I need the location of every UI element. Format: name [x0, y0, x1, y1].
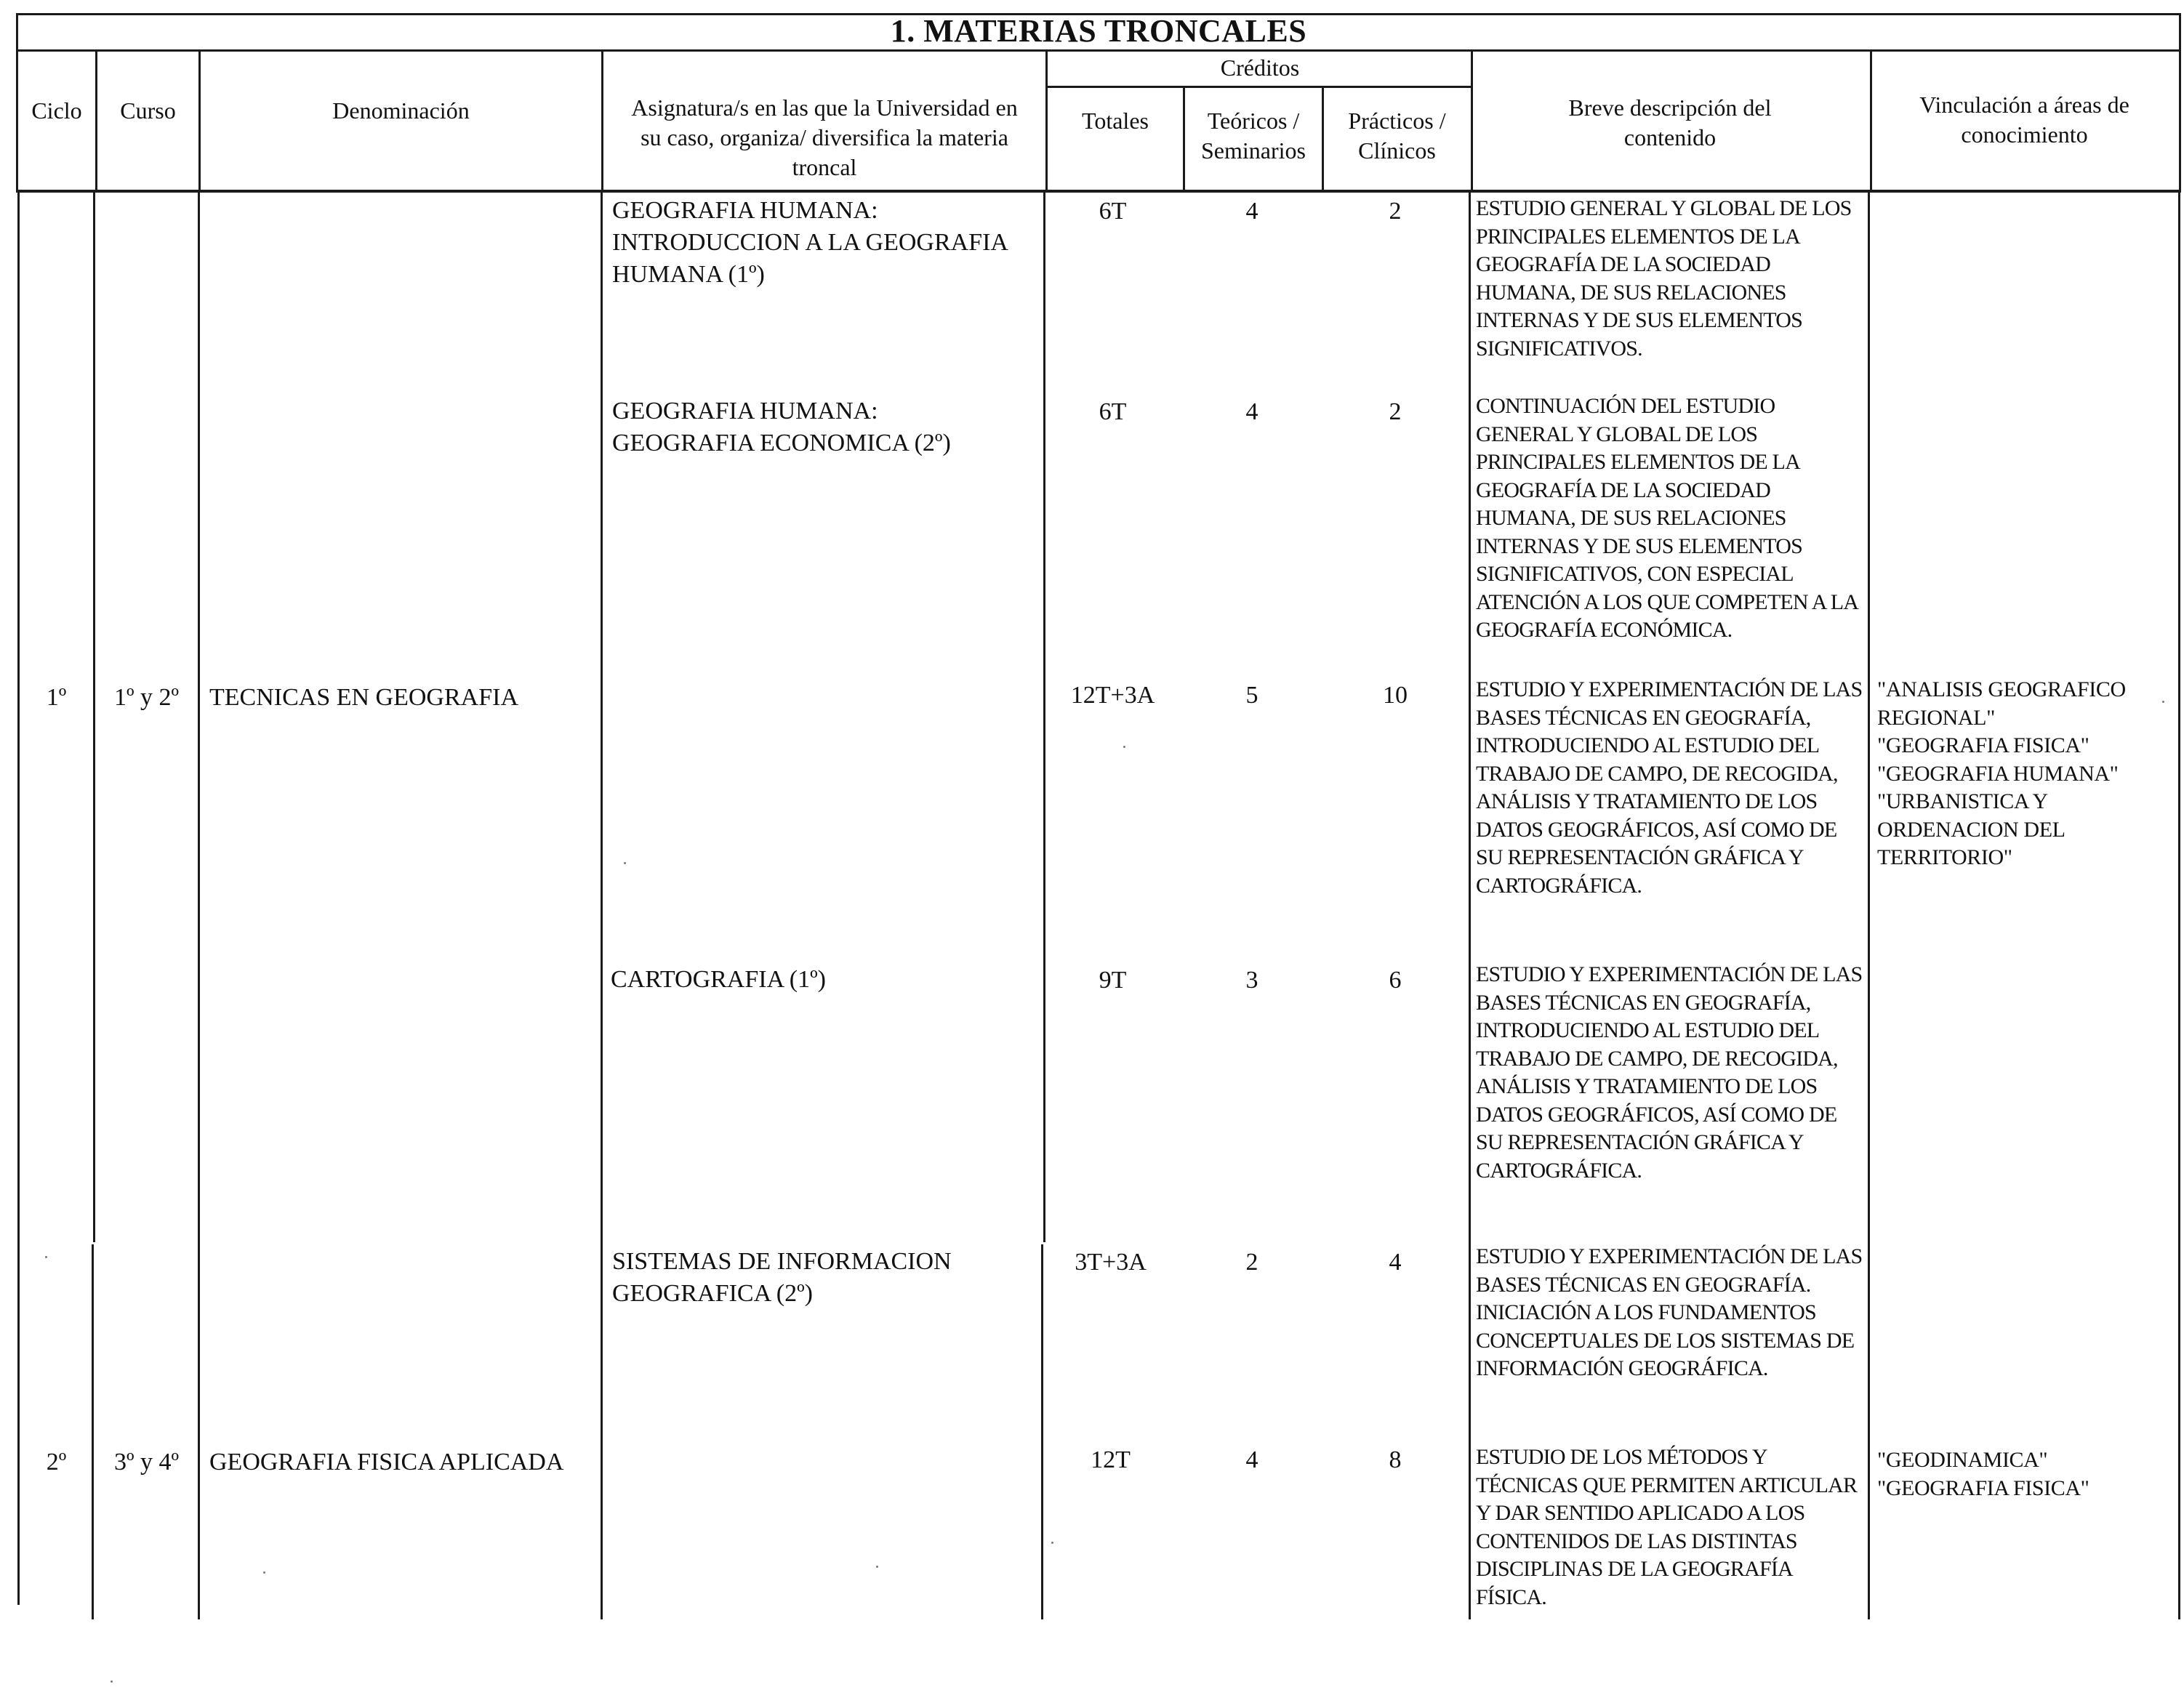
rule	[1322, 86, 1324, 192]
descripcion-cell: ESTUDIO GENERAL Y GLOBAL DE LOS PRINCIPALES ELEMENTOS DE LA GEOGRAFÍA DE LA SOCIEDAD HUMANA, DE SUS RELACIONES INTERNAS Y DE SUS ELEMENTOS SIGNIFICATIVOS.	[1476, 196, 1852, 361]
ciclo-cell: 1º	[46, 684, 67, 711]
scan-speck	[45, 1256, 47, 1258]
asignatura-cell: CARTOGRAFIA (1º)	[611, 966, 826, 993]
asignatura-cell: GEOGRAFIA HUMANA: GEOGRAFIA ECONOMICA (2º)	[612, 398, 951, 456]
teoricos-cell: 4	[1245, 1446, 1258, 1473]
practicos-cell: 10	[1383, 682, 1408, 709]
curso-cell: 3º y 4º	[113, 1449, 180, 1475]
rule	[601, 192, 603, 1619]
rule	[1183, 86, 1185, 192]
rule	[1043, 192, 1045, 1242]
rule	[601, 49, 603, 192]
totales-cell: 9T	[1099, 967, 1127, 994]
rule	[2179, 49, 2181, 192]
totales-cell: 3T+3A	[1075, 1249, 1147, 1276]
descripcion-cell: ESTUDIO Y EXPERIMENTACIÓN DE LAS BASES TÉCNICAS EN GEOGRAFÍA, INTRODUCIENDO AL ESTUDIO DEL TRABAJO DE CAMPO, DE RECOGIDA, ANÁLISIS Y TRATAMIENTO DE LOS DATOS GEOGRÁFICOS, ASÍ COMO DE SU REPRESENTACIÓN GRÁFICA Y CARTOGRÁFICA.	[1476, 677, 1863, 898]
teoricos-cell: 5	[1245, 682, 1258, 709]
rule	[92, 1244, 94, 1619]
scan-speck	[111, 1680, 113, 1683]
ciclo-cell: 2º	[46, 1449, 67, 1475]
rule	[93, 192, 95, 1242]
table-title: 1. MATERIAS TRONCALES	[890, 13, 1307, 49]
header-practicos: Prácticos / Clínicos	[1348, 108, 1446, 164]
rule	[198, 192, 200, 1619]
header-curso: Curso	[120, 97, 176, 124]
practicos-cell: 8	[1389, 1446, 1402, 1473]
practicos-cell: 2	[1389, 198, 1402, 225]
scan-speck	[263, 1571, 265, 1574]
totales-cell: 6T	[1099, 198, 1127, 225]
scan-speck	[1051, 1542, 1053, 1544]
totales-cell: 12T	[1091, 1446, 1131, 1473]
asignatura-cell: GEOGRAFIA HUMANA: INTRODUCCION A LA GEOGRAFIA HUMANA (1º)	[612, 197, 1008, 288]
materias-troncales-table	[16, 13, 2181, 1619]
asignatura-cell: SISTEMAS DE INFORMACION GEOGRAFICA (2º)	[612, 1248, 952, 1307]
scan-speck	[624, 862, 626, 864]
denominacion-cell: GEOGRAFIA FISICA APLICADA	[209, 1449, 564, 1475]
totales-cell: 12T+3A	[1070, 682, 1155, 709]
header-descripcion: Breve descripción del contenido	[1568, 94, 1772, 150]
teoricos-cell: 4	[1245, 198, 1258, 225]
header-teoricos: Teóricos / Seminarios	[1201, 108, 1306, 164]
teoricos-cell: 2	[1245, 1249, 1258, 1276]
rule	[1469, 192, 1471, 1619]
header-denominacion: Denominación	[332, 97, 470, 124]
scan-speck	[1123, 746, 1125, 748]
descripcion-cell: ESTUDIO Y EXPERIMENTACIÓN DE LAS BASES TÉCNICAS EN GEOGRAFÍA. INICIACIÓN A LOS FUNDAMENTOS CONCEPTUALES DE LOS SISTEMAS DE INFORMACIÓN GEOGRÁFICA.	[1476, 1244, 1863, 1380]
curso-cell: 1º y 2º	[113, 684, 180, 711]
header-ciclo: Ciclo	[31, 97, 82, 124]
header-asignatura: Asignatura/s en las que la Universidad en su caso, organiza/ diversifica la materia troncal	[631, 94, 1018, 180]
rule	[1045, 86, 1472, 88]
rule	[1868, 192, 1870, 1619]
header-totales: Totales	[1082, 108, 1149, 134]
teoricos-cell: 4	[1245, 398, 1258, 425]
header-vinculacion: Vinculación a áreas de conocimiento	[1919, 92, 2129, 148]
teoricos-cell: 3	[1245, 967, 1258, 994]
areas-cell: "ANALISIS GEOGRAFICO REGIONAL" "GEOGRAFIA FISICA" "GEOGRAFIA HUMANA" "URBANISTICA Y ORDENACION DEL TERRITORIO"	[1877, 677, 2126, 869]
rule	[17, 192, 20, 1605]
rule	[1870, 49, 1872, 192]
descripcion-cell: ESTUDIO DE LOS MÉTODOS Y TÉCNICAS QUE PERMITEN ARTICULAR Y DAR SENTIDO APLICADO A LOS CONTENIDOS DE LAS DISTINTAS DISCIPLINAS DE LA GEOGRAFÍA FÍSICA.	[1476, 1445, 1858, 1609]
areas-cell: "GEODINAMICA" "GEOGRAFIA FISICA"	[1877, 1448, 2089, 1500]
practicos-cell: 2	[1389, 398, 1402, 425]
totales-cell: 6T	[1099, 398, 1127, 425]
descripcion-cell: ESTUDIO Y EXPERIMENTACIÓN DE LAS BASES TÉCNICAS EN GEOGRAFÍA, INTRODUCIENDO AL ESTUDIO DEL TRABAJO DE CAMPO, DE RECOGIDA, ANÁLISIS Y TRATAMIENTO DE LOS DATOS GEOGRÁFICOS, ASÍ COMO DE SU REPRESENTACIÓN GRÁFICA Y CARTOGRÁFICA.	[1476, 962, 1863, 1183]
practicos-cell: 4	[1389, 1249, 1402, 1276]
rule	[1041, 1244, 1043, 1619]
scan-speck	[876, 1566, 878, 1568]
denominacion-cell: TECNICAS EN GEOGRAFIA	[209, 684, 518, 711]
rule	[16, 190, 2181, 193]
practicos-cell: 6	[1389, 967, 1402, 994]
header-creditos: Créditos	[1220, 55, 1300, 81]
descripcion-cell: CONTINUACIÓN DEL ESTUDIO GENERAL Y GLOBAL DE LOS PRINCIPALES ELEMENTOS DE LA GEOGRAFÍA DE LA SOCIEDAD HUMANA, DE SUS RELACIONES INTERNAS Y DE SUS ELEMENTOS SIGNIFICATIVOS, CON ESPECIAL ATENCIÓN A LOS QUE COMPETEN A LA GEOGRAFÍA ECONÓMICA.	[1476, 394, 1858, 642]
rule	[2178, 192, 2180, 1619]
